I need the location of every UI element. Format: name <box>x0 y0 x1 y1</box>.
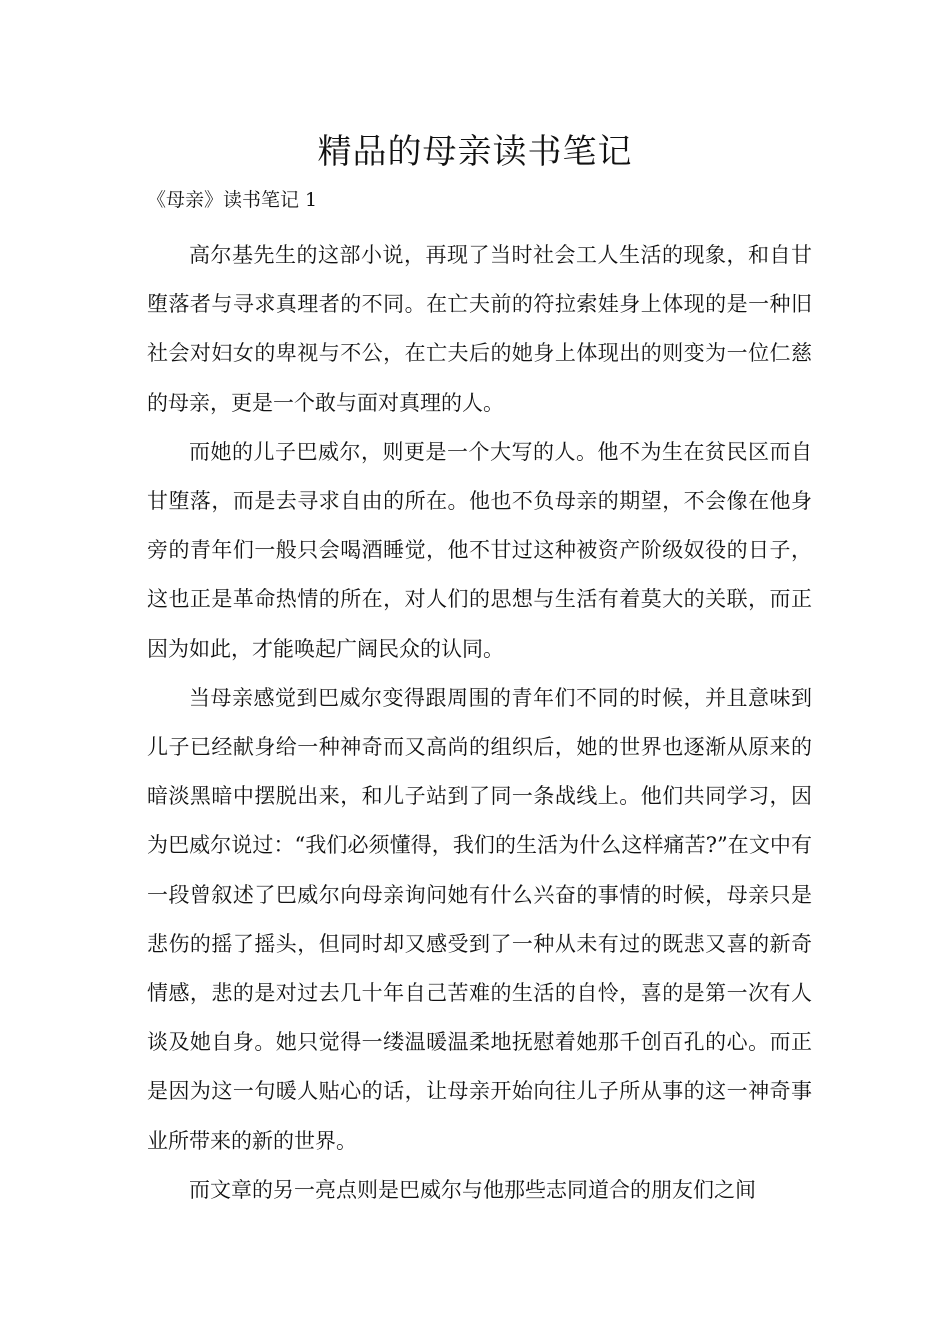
section-heading: 《母亲》读书笔记 1 <box>147 189 318 211</box>
document-body <box>147 231 812 1215</box>
paragraph: 而文章的另一亮点则是巴威尔与他那些志同道合的朋友们之间 <box>189 1177 756 1202</box>
paragraph: 当母亲感觉到巴威尔变得跟周围的青年们不同的时候，并且意味到儿子已经献身给一种神奇而又高尚的组织后，她的世界也逐渐从原来的暗淡黑暗中摆脱出来，和儿子站到了同一条战线上。他们共同学习，因为巴威尔说过：“我们必须懂得，我们的生活为什么这样痛苦?”在文中有一段曾叙述了巴威尔向母亲询问她有什么兴奋的事情的时候，母亲只是悲伤的摇了摇头，但同时却又感受到了一种从未有过的既悲又喜的新奇情感，悲的是对过去几十年自己苦难的生活的自怜，喜的是第一次有人谈及她自身。她只觉得一缕温暖温柔地抚慰着她那千创百孔的心。而正是因为这一句暖人贴心的话，让母亲开始向往儿子所从事的这一神奇事业所带来的新的世界。 <box>147 685 812 1153</box>
paragraph: 高尔基先生的这部小说，再现了当时社会工人生活的现象，和自甘堕落者与寻求真理者的不同。在亡夫前的符拉索娃身上体现的是一种旧社会对妇女的卑视与不公，在亡夫后的她身上体现出的则变为一位仁慈的母亲，更是一个敢与面对真理的人。 <box>147 243 812 415</box>
document-title: 精品的母亲读书笔记 <box>317 132 633 172</box>
paragraph: 而她的儿子巴威尔，则更是一个大写的人。他不为生在贫民区而自甘堕落，而是去寻求自由的所在。他也不负母亲的期望，不会像在他身旁的青年们一般只会喝酒睡觉，他不甘过这种被资产阶级奴役的日子，这也正是革命热情的所在，对人们的思想与生活有着莫大的关联，而正因为如此，才能唤起广阔民众的认同。 <box>147 439 812 661</box>
